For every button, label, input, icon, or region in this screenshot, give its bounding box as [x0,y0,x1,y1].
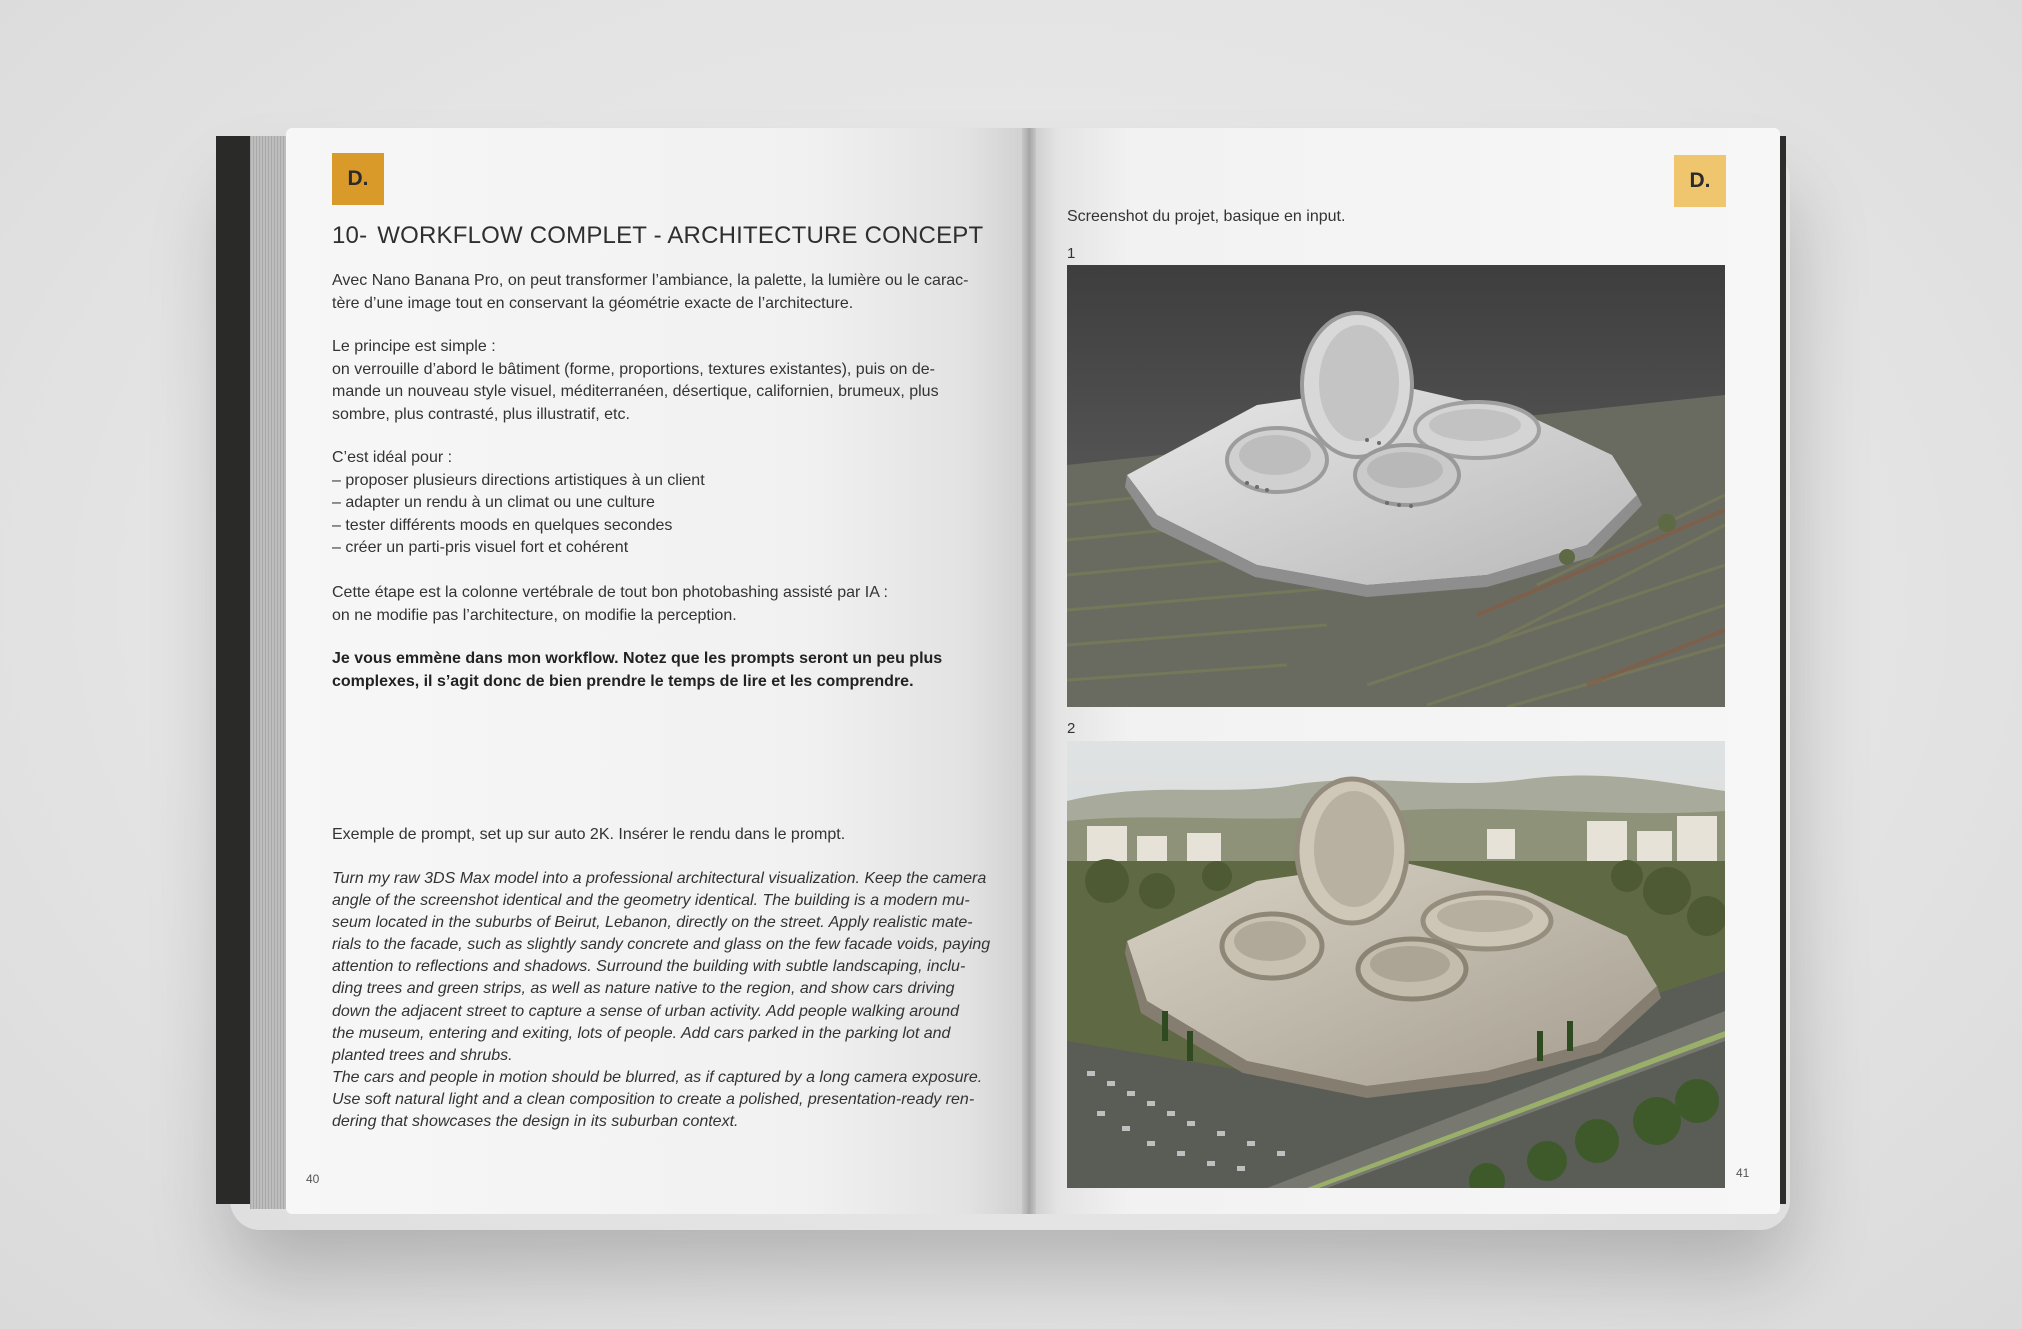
prompt-line: Use soft natural light and a clean composition to create a polished, presentation-ready ren- [332,1090,975,1108]
principe-line: mande un nouveau style visuel, méditerranéen, désertique, californien, brumeux, plus [332,383,939,400]
ideal-heading: C’est idéal pour : [332,449,453,466]
figure-caption: Screenshot du projet, basique en input. [1067,208,1346,225]
intro-line: tère d’une image tout en conservant la géométrie exacte de l’architecture. [332,294,854,312]
figure-1-label: 1 [1067,245,1076,262]
prompt-line: rials to the facade, such as slightly sandy concrete and glass on the few facade voids, paying [332,936,991,954]
page-edges-left [250,136,290,1209]
figure-2-label: 2 [1067,720,1076,737]
bold-note-line: Je vous emmène dans mon workflow. Notez que les prompts seront un peu plus [332,650,943,667]
prompt-line: the museum, entering and exiting, lots of people. Add cars parked in the parking lot and [332,1024,951,1042]
title-number: 10- [332,222,368,249]
intro-line: Avec Nano Banana Pro, on peut transformer l’ambiance, la palette, la lumière ou le carac- [332,272,969,289]
book-gutter [1022,128,1036,1214]
raw-model-illustration [1067,265,1725,707]
prompt-line: seum located in the suburbs of Beirut, Lebanon, directly on the street. Apply realistic mate- [332,914,973,932]
prompt-line: planted trees and shrubs. [332,1046,513,1064]
list-item: – adapter un rendu à un climat ou une culture [332,494,655,511]
principe-line: Le principe est simple : [332,338,496,355]
bold-note-line: complexes, il s’agit donc de bien prendre le temps de lire et les comprendre. [332,672,914,690]
chapter-badge-right: D. [1674,155,1726,207]
prompt-line: attention to reflections and shadows. Surround the building with subtle landscaping, inclu- [332,958,966,976]
title-text: WORKFLOW COMPLET - ARCHITECTURE CONCEPT [377,222,984,249]
list-item: – proposer plusieurs directions artistiques à un client [332,471,705,489]
list-item: – créer un parti-pris visuel fort et cohérent [332,539,629,556]
intro-paragraph [332,270,1012,315]
principe-line: on verrouille d’abord le bâtiment (forme, proportions, textures existantes), puis on de- [332,360,935,378]
prompt-text [332,868,1012,1133]
page-number-left: 40 [306,1172,320,1186]
prompt-line: The cars and people in motion should be blurred, as if captured by a long camera exposure. [332,1068,983,1086]
list-item: – tester différents moods en quelques secondes [332,516,673,534]
ai-render-photo [1067,741,1725,1188]
raw-model-screenshot [1067,265,1725,707]
exemple-line: Exemple de prompt, set up sur auto 2K. Insérer le rendu dans le prompt. [332,826,846,843]
colonne-line: on ne modifie pas l’architecture, on modifie la perception. [332,606,737,624]
colonne-paragraph [332,582,1012,627]
chapter-badge-left: D. [332,153,384,205]
page-number-right: 41 [1736,1166,1750,1180]
prompt-line: ding trees and green strips, as well as nature native to the region, and show cars driving [332,980,955,998]
principe-paragraph [332,336,1012,426]
page-title [332,222,983,250]
principe-line: sombre, plus contrasté, plus illustratif, etc. [332,405,630,423]
prompt-line: Turn my raw 3DS Max model into a professional architectural visualization. Keep the camera [332,870,987,887]
prompt-line: down the adjacent street to capture a sense of urban activity. Add people walking around [332,1002,960,1020]
prompt-line: angle of the screenshot identical and the geometry identical. The building is a modern mu- [332,892,970,910]
ai-render-illustration [1067,741,1725,1188]
colonne-line: Cette étape est la colonne vertébrale de tout bon photobashing assisté par IA : [332,584,888,601]
bold-note [332,648,1012,693]
prompt-line: dering that showcases the design in its suburban context. [332,1113,739,1131]
ideal-list [332,447,1012,560]
